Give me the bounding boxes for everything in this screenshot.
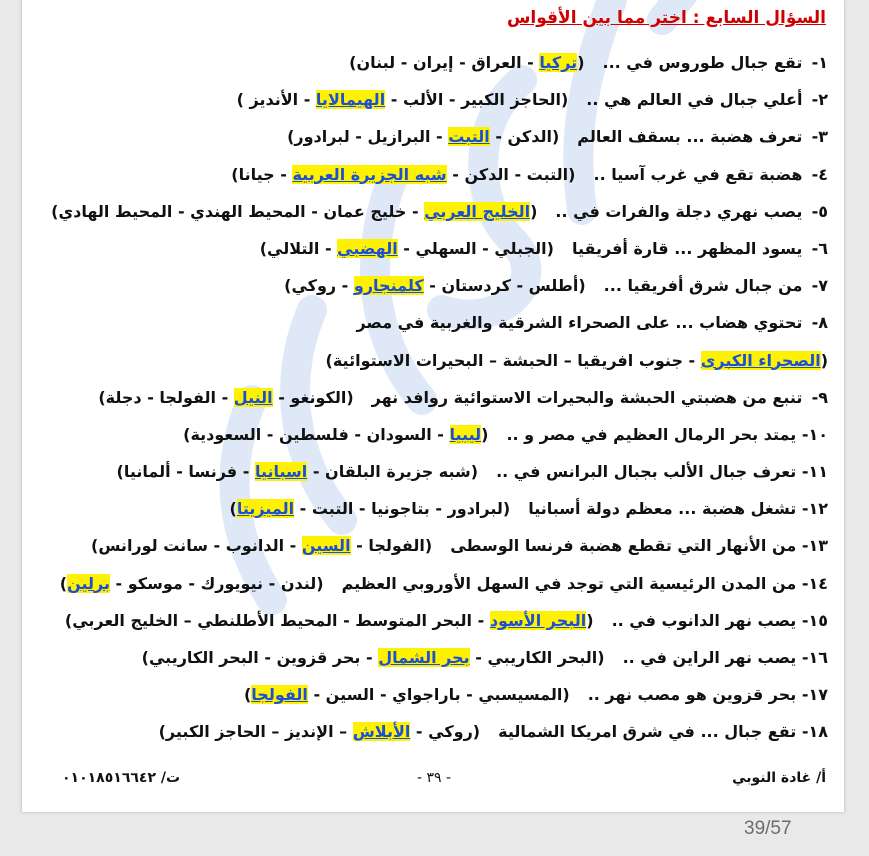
- option-separator: -: [469, 648, 488, 667]
- correct-answer: البحر الأسود: [489, 610, 587, 630]
- correct-answer: الفولجا: [251, 685, 308, 705]
- correct-answer: الهضبي: [337, 238, 398, 258]
- open-paren: (: [346, 387, 354, 407]
- option-separator: -: [307, 462, 326, 482]
- correct-answer: ليبيا: [449, 424, 482, 444]
- option-separator: -: [336, 276, 354, 296]
- correct-answer: الخليج العربي: [424, 201, 531, 221]
- open-paren: (: [560, 90, 569, 110]
- question-number: ٧-: [811, 276, 828, 296]
- open-paren: (: [597, 648, 605, 667]
- option-separator: –: [333, 722, 353, 742]
- option: فلسطين: [278, 424, 349, 444]
- close-paren: ): [116, 462, 124, 482]
- option: شبه جزيرة البلقان: [325, 462, 471, 482]
- question-stem: تقع جبال ... في شرق امريكا الشمالية: [498, 722, 797, 742]
- question-row: [38, 342, 828, 379]
- option-separator: -: [429, 499, 448, 519]
- answer-options: [65, 611, 594, 630]
- answer-options: [326, 351, 828, 370]
- option-separator: -: [272, 387, 291, 407]
- question-number: ١٨-: [801, 722, 828, 742]
- answer-options: [244, 685, 570, 704]
- section-title: السؤال السابع : اختر مما بين الأقواس: [506, 8, 826, 28]
- answer-options: [231, 165, 575, 184]
- option: الإنديز: [284, 722, 334, 742]
- correct-answer: الصحراء الكبرى: [700, 350, 821, 370]
- question-row: [38, 230, 828, 267]
- option: الحاجز الكبير: [461, 90, 561, 110]
- option-separator: -: [216, 387, 234, 407]
- page-footer: [22, 770, 844, 794]
- close-paren: ): [236, 90, 250, 110]
- open-paren: (: [472, 722, 481, 742]
- option-separator: -: [395, 53, 413, 72]
- question-row: [38, 304, 828, 341]
- question-stem: تعرف جبال الألب بجبال البرانس في ..: [496, 462, 797, 482]
- question-stem: تعرف هضبة ... بسقف العالم: [577, 127, 803, 147]
- open-paren: (: [546, 238, 554, 258]
- question-row: [38, 156, 828, 193]
- open-paren: (: [530, 201, 538, 221]
- author-name: أ/ غادة النوبي: [732, 770, 826, 786]
- answer-options: [183, 425, 488, 444]
- question-row: [38, 193, 828, 230]
- answer-options: [117, 462, 479, 481]
- option: سانت لورانس: [98, 536, 208, 556]
- question-number: ٢-: [811, 90, 828, 110]
- question-list: [38, 44, 828, 751]
- option-separator: -: [410, 722, 429, 742]
- correct-answer: الهيمالايا: [315, 90, 386, 110]
- option: العراق: [471, 53, 522, 72]
- option: المسيسبي: [478, 685, 563, 705]
- question-number: ١٧-: [801, 685, 828, 705]
- correct-answer: كلمنجارو: [353, 276, 424, 296]
- option-separator: -: [274, 164, 293, 184]
- question-stem: يصب نهر الدانوب في ..: [611, 610, 797, 630]
- option: لندن: [280, 573, 317, 593]
- question-row: [38, 602, 828, 639]
- option-separator: -: [472, 610, 490, 630]
- question-number: ١٤-: [801, 573, 828, 593]
- question-stem: تقع جبال طوروس في ...: [602, 53, 803, 72]
- option-separator: -: [508, 164, 527, 184]
- option: الأنديز: [249, 90, 299, 110]
- question-row: [38, 713, 828, 750]
- option-separator: -: [294, 499, 312, 519]
- answer-options: [260, 239, 554, 258]
- option: موسكو: [127, 573, 183, 593]
- option: البحيرات الاستوائية: [332, 350, 484, 370]
- document-page: [22, 0, 844, 812]
- correct-answer: اسبانيا: [254, 462, 308, 482]
- option-separator: -: [261, 424, 279, 444]
- option-separator: -: [460, 685, 479, 705]
- question-stem: بحر قزوين هو مصب نهر ..: [587, 685, 797, 705]
- option: الدانوب: [225, 536, 285, 556]
- question-row: [38, 453, 828, 490]
- answer-options: [60, 574, 324, 593]
- option-separator: -: [682, 350, 701, 370]
- option: المحيط الأطلنطي: [197, 610, 338, 630]
- correct-answer: الأبلاش: [352, 722, 411, 742]
- option: الحاجز الكبير: [165, 722, 266, 742]
- correct-answer: شبه الجزيرة العربية: [292, 164, 447, 184]
- question-stem: يصب نهر الراين في ..: [622, 648, 797, 667]
- option-separator: -: [337, 610, 356, 630]
- option-separator: -: [109, 573, 128, 593]
- open-paren: (: [470, 462, 479, 482]
- option: التلالي: [267, 238, 320, 258]
- option-separator: -: [521, 53, 540, 72]
- option: الكونغو: [290, 387, 347, 407]
- option-separator: -: [319, 238, 338, 258]
- option-separator: -: [207, 536, 226, 556]
- option: الدكن: [507, 127, 552, 147]
- option-separator: -: [360, 648, 379, 667]
- option-separator: –: [265, 722, 285, 742]
- option-separator: -: [397, 238, 416, 258]
- question-stem: تنبع من هضبتي الحبشة والبحيرات الاستوائية روافد نهر: [371, 387, 803, 407]
- option: إيران: [412, 53, 454, 72]
- answer-options: [349, 53, 584, 72]
- option: لبرادور: [294, 127, 350, 147]
- question-number: ١٢-: [801, 499, 828, 519]
- close-paren: ): [349, 53, 357, 72]
- answer-options: [284, 276, 586, 295]
- option: التبت: [526, 164, 569, 184]
- answer-options: [230, 499, 511, 518]
- question-stem: من جبال شرق أفريقيا ...: [603, 276, 803, 296]
- close-paren: ): [183, 424, 191, 444]
- option-separator: -: [353, 499, 372, 519]
- close-paren: ): [284, 276, 292, 296]
- option-separator: -: [431, 424, 450, 444]
- option-separator: -: [263, 573, 281, 593]
- option: جيانا: [238, 164, 275, 184]
- answer-options: [159, 722, 481, 741]
- option-separator: -: [510, 276, 529, 296]
- question-number: ١٦-: [801, 648, 828, 667]
- close-paren: ): [51, 201, 59, 221]
- close-paren: ): [98, 387, 106, 407]
- page-counter: 39/57: [744, 818, 792, 839]
- open-paren: (: [577, 53, 585, 72]
- question-number: ٦-: [811, 238, 828, 258]
- option-separator: -: [298, 90, 316, 110]
- open-paren: (: [316, 573, 324, 593]
- option-separator: -: [406, 201, 425, 221]
- option-separator: -: [258, 648, 277, 667]
- question-stem: يسود المظهر ... قارة أفريقيا: [571, 238, 803, 258]
- question-row: [38, 416, 828, 453]
- question-row: [38, 267, 828, 304]
- close-paren: ): [259, 238, 268, 258]
- option-separator: -: [374, 685, 393, 705]
- option: الخليج العربي: [72, 610, 179, 630]
- option-separator: -: [350, 536, 369, 556]
- option-separator: -: [385, 90, 403, 110]
- option: البحر الكاريبي: [487, 648, 598, 667]
- option-separator: -: [172, 201, 191, 221]
- option-separator: –: [483, 350, 503, 370]
- option: المحيط الهندي: [190, 201, 306, 221]
- close-paren: ): [59, 573, 68, 593]
- question-number: ٥-: [811, 201, 828, 221]
- correct-answer: النيل: [233, 387, 273, 407]
- option: لبرادور: [447, 499, 503, 519]
- option-separator: -: [305, 201, 324, 221]
- option-separator: -: [443, 90, 462, 110]
- option: الألب: [402, 90, 444, 110]
- option: دجلة: [105, 387, 142, 407]
- option: السين: [325, 685, 375, 705]
- option-separator: -: [348, 424, 367, 444]
- option: البحر المتوسط: [355, 610, 473, 630]
- open-paren: (: [562, 685, 570, 705]
- correct-answer: الميزيتا: [236, 499, 295, 519]
- question-stem: تشغل هضبة ... معظم دولة أسبانيا: [528, 499, 797, 519]
- close-paren: ): [158, 722, 166, 742]
- question-row: [38, 81, 828, 118]
- open-paren: (: [551, 127, 560, 147]
- option: كردستان: [441, 276, 511, 296]
- answer-options: [287, 127, 559, 146]
- correct-answer: برلين: [67, 573, 110, 593]
- option-separator: -: [307, 685, 326, 705]
- question-number: ١١-: [801, 462, 828, 482]
- correct-answer: تركيا: [539, 53, 578, 72]
- question-stem: من المدن الرئيسية التي توجد في السهل الأوروبي العظيم: [341, 573, 797, 593]
- question-row: [38, 527, 828, 564]
- option-separator: -: [423, 276, 442, 296]
- option: روكي: [291, 276, 337, 296]
- option: الفولجا: [368, 536, 425, 556]
- option: بتاجونيا: [371, 499, 430, 519]
- option: أطلس: [528, 276, 579, 296]
- option: نيويورك: [200, 573, 264, 593]
- question-number: ١٣-: [801, 536, 828, 556]
- option-separator: -: [284, 536, 302, 556]
- option-separator: -: [182, 573, 201, 593]
- option: البحر الكاريبي: [148, 648, 259, 667]
- question-number: ٤-: [811, 164, 828, 184]
- question-number: ١٥-: [801, 610, 828, 630]
- question-stem: من الأنهار التي تقطع هضبة فرنسا الوسطى: [450, 536, 797, 556]
- question-number: ٩-: [811, 387, 828, 407]
- close-paren: ): [287, 127, 295, 147]
- answer-options: [237, 90, 569, 109]
- question-row: [38, 676, 828, 713]
- option-separator: -: [453, 53, 472, 72]
- open-paren: (: [578, 276, 586, 296]
- option-separator: -: [446, 164, 465, 184]
- question-row: [38, 379, 828, 416]
- correct-answer: بحر الشمال: [378, 648, 470, 667]
- open-paren: (: [568, 164, 576, 184]
- open-paren: (: [586, 610, 594, 630]
- open-paren: (: [502, 499, 511, 519]
- answer-options: [142, 648, 605, 667]
- option-separator: -: [489, 127, 508, 147]
- option: البرازيل: [367, 127, 431, 147]
- option: الدكن: [464, 164, 509, 184]
- option-separator: -: [170, 462, 189, 482]
- option: السهلي: [415, 238, 477, 258]
- option: فرنسا: [188, 462, 238, 482]
- close-paren: ): [243, 685, 252, 705]
- answer-options: [98, 388, 353, 407]
- option: جنوب افريقيا: [577, 350, 683, 370]
- option-separator: –: [558, 350, 578, 370]
- close-paren: ): [325, 350, 333, 370]
- question-number: ١٠-: [801, 424, 828, 444]
- close-paren: ): [229, 499, 237, 519]
- close-paren: ): [91, 536, 99, 556]
- question-stem: أعلي جبال في العالم هي ..: [586, 90, 803, 110]
- question-stem: هضبة تقع في غرب آسيا ..: [593, 164, 803, 184]
- option-separator: -: [430, 127, 449, 147]
- option-separator: -: [141, 387, 160, 407]
- close-paren: ): [64, 610, 73, 630]
- option: بحر قزوين: [276, 648, 361, 667]
- option: الجبلي: [494, 238, 547, 258]
- option: المحيط الهادي: [58, 201, 173, 221]
- open-paren: (: [424, 536, 433, 556]
- option: روكي: [428, 722, 473, 742]
- close-paren: ): [231, 164, 239, 184]
- question-stem: يصب نهري دجلة والفرات في ..: [555, 201, 803, 221]
- option-separator: -: [349, 127, 368, 147]
- open-paren: (: [481, 424, 489, 444]
- question-number: ٣-: [811, 127, 828, 147]
- option: السودان: [366, 424, 432, 444]
- correct-answer: السين: [301, 536, 351, 556]
- option: التبت: [311, 499, 354, 519]
- question-number: ١-: [811, 53, 828, 72]
- option: لبنان: [356, 53, 396, 72]
- option: السعودية: [190, 424, 262, 444]
- open-paren: (: [820, 350, 828, 370]
- question-row: [38, 639, 828, 676]
- option: باراجواي: [392, 685, 461, 705]
- page-number: - ٣٩ -: [417, 770, 452, 786]
- question-row: [38, 118, 828, 155]
- phone-number: ت/ ٠١٠١٨٥١٦٦٤٢: [62, 770, 181, 786]
- option-separator: -: [476, 238, 495, 258]
- option: ألمانيا: [123, 462, 171, 482]
- question-row: [38, 490, 828, 527]
- question-row: [38, 565, 828, 602]
- close-paren: ): [141, 648, 149, 667]
- option-separator: -: [237, 462, 255, 482]
- option: الحبشة: [502, 350, 559, 370]
- answer-options: [91, 536, 432, 555]
- option: الفولجا: [159, 387, 216, 407]
- question-stem: يمتد بحر الرمال العظيم في مصر و ..: [506, 424, 797, 444]
- question-row: [38, 44, 828, 81]
- option-separator: –: [178, 610, 198, 630]
- answer-options: [51, 202, 537, 221]
- correct-answer: التبت: [448, 127, 490, 147]
- question-number: ٨-: [811, 313, 828, 333]
- question-stem: تحتوي هضاب ... على الصحراء الشرقية والغربية في مصر: [356, 313, 803, 333]
- option: خليج عمان: [323, 201, 407, 221]
